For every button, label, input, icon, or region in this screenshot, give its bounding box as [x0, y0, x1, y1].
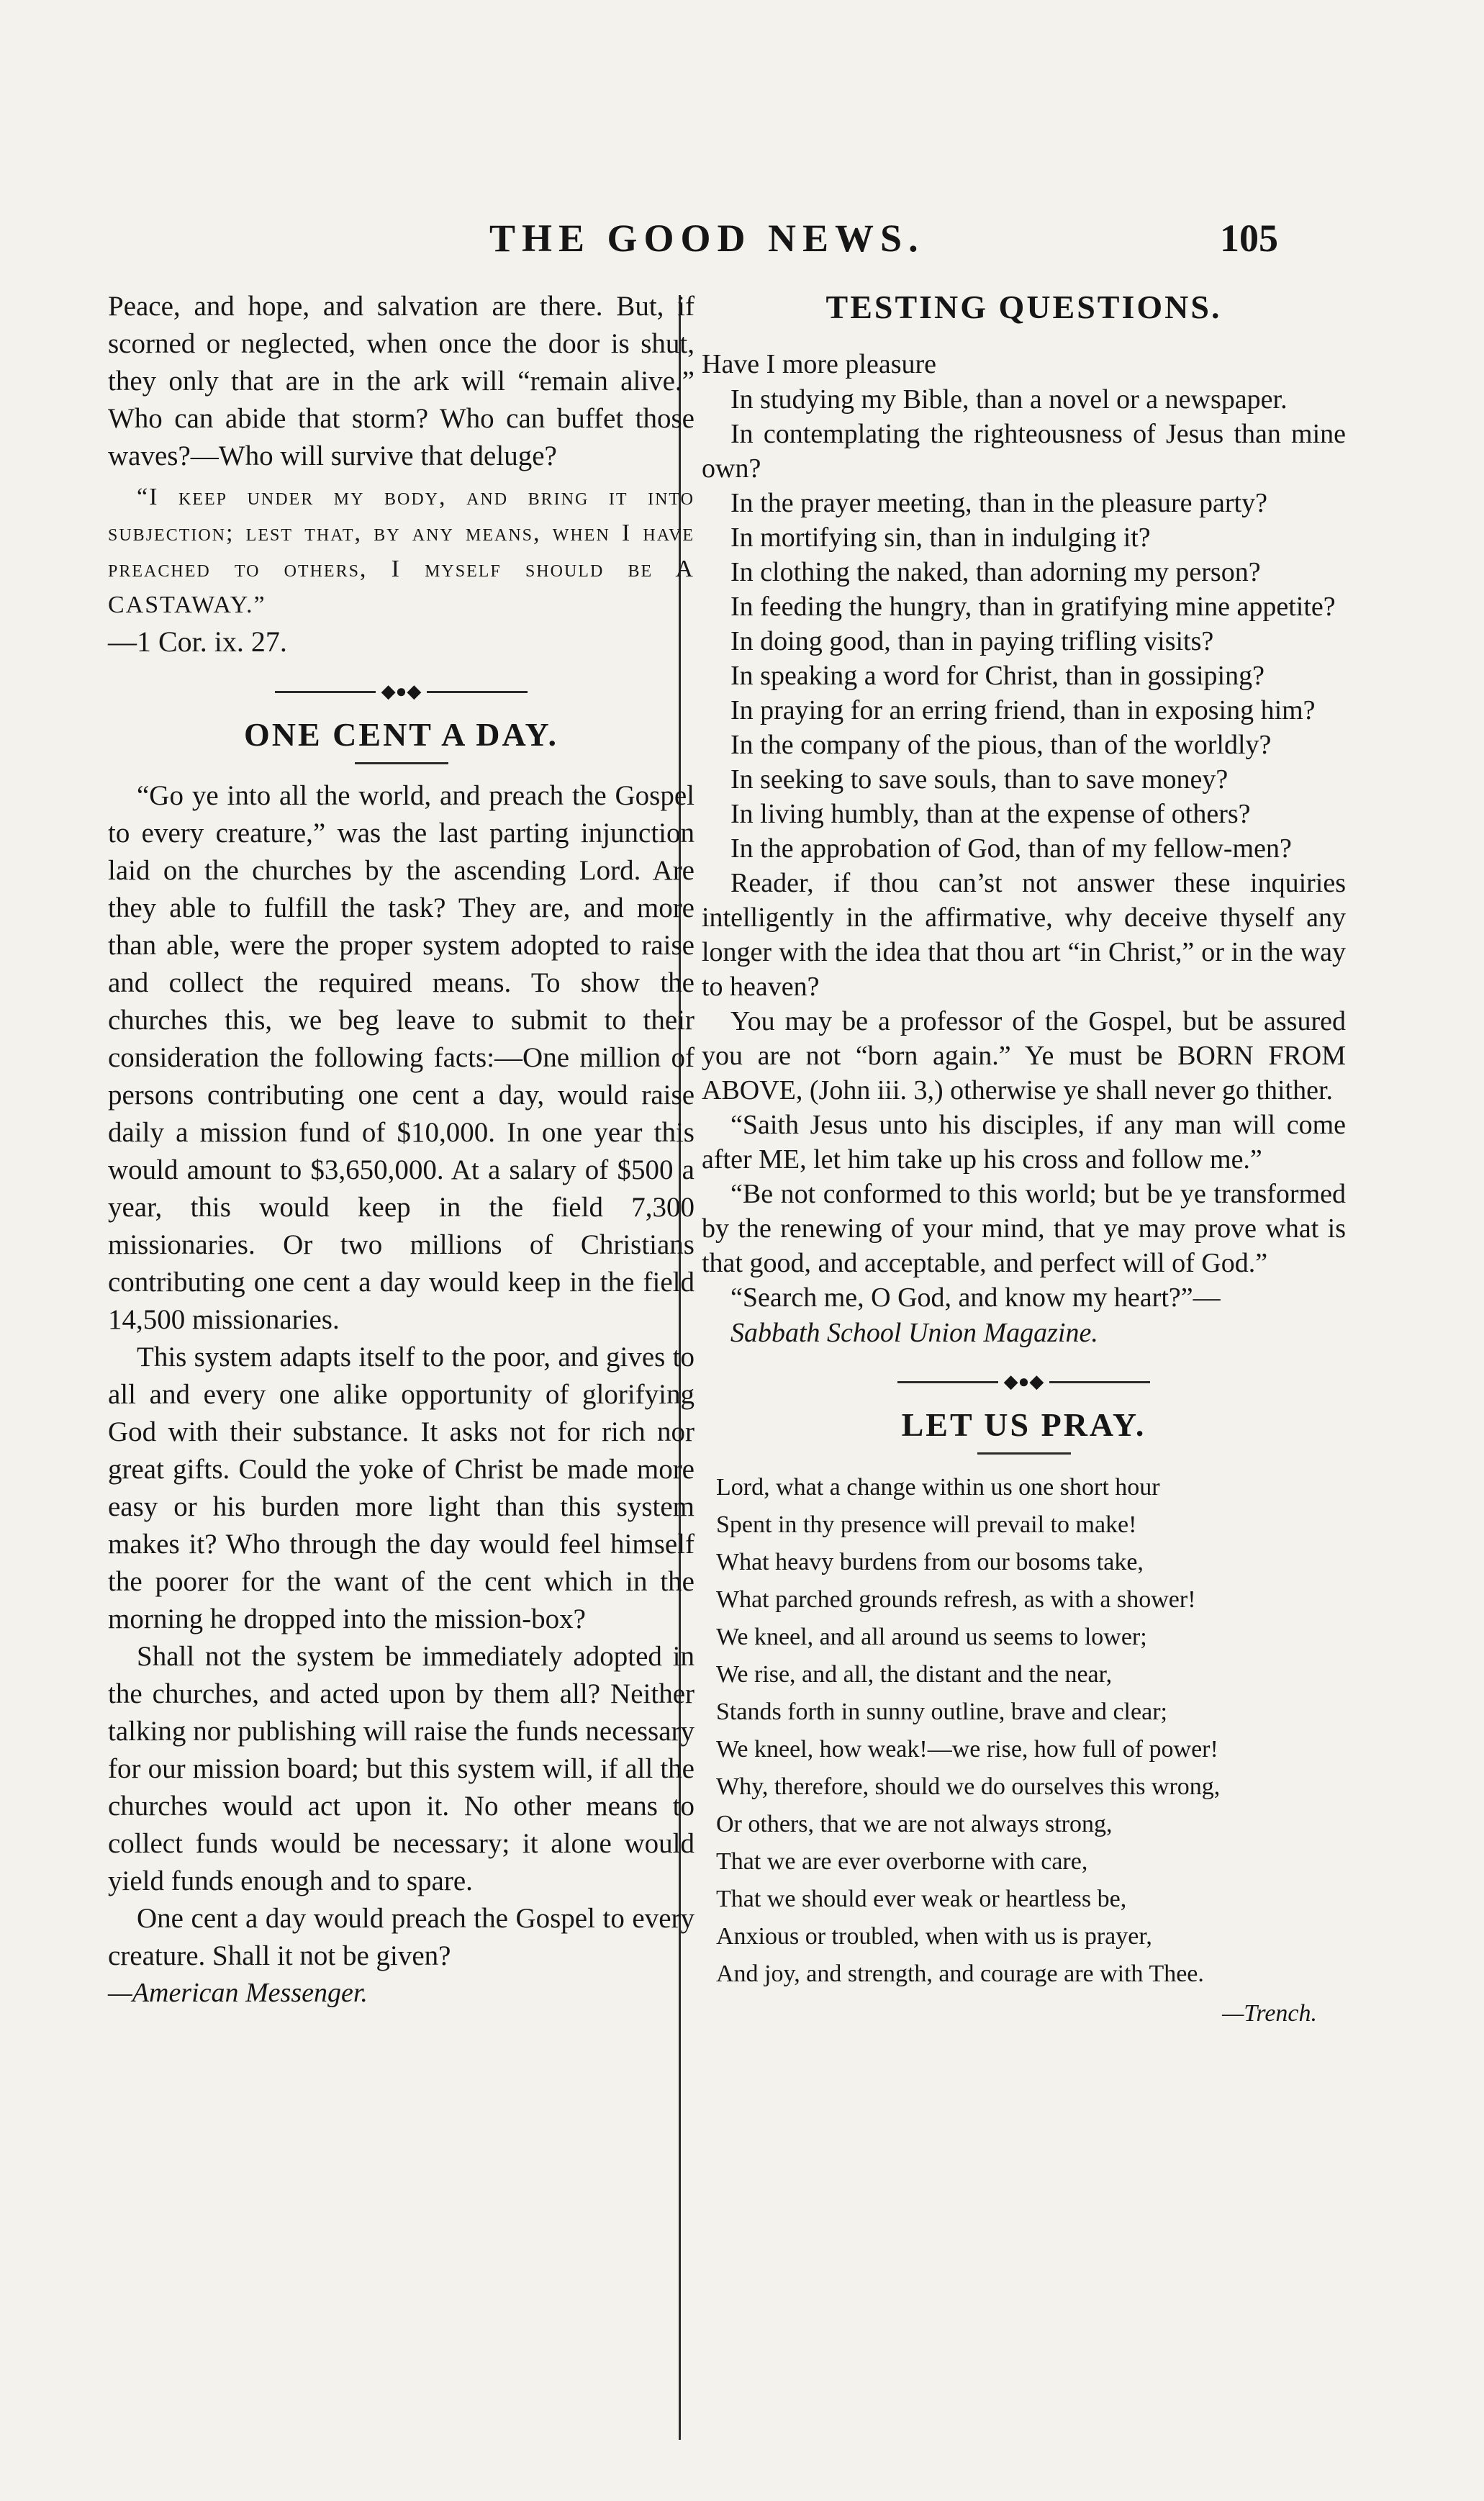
testing-paragraph: Reader, if thou can’st not answer these inquiries intelligently in the affirmative, why deceive thyself any longer with the idea that thou art “in Christ,” or in the way to heaven? [702, 868, 1346, 1002]
scripture-reference: —1 Cor. ix. 27. [108, 625, 287, 658]
running-title: THE GOOD NEWS. [489, 217, 925, 260]
article-credit: —American Messenger. [108, 1978, 368, 2008]
question-item: In contemplating the righteousness of Jesus than mine own? [702, 419, 1346, 484]
article-title: ONE CENT A DAY. [243, 716, 558, 753]
poem-title: LET US PRAY. [901, 1406, 1146, 1443]
testing-intro: Have I more pleasure [702, 349, 937, 379]
poem-line: Or others, that we are not always strong, [716, 1811, 1113, 1837]
question-item: In praying for an erring friend, than in exposing him? [730, 695, 1316, 725]
question-item: In speaking a word for Christ, than in gossiping? [730, 661, 1264, 691]
poem-line: Anxious or troubled, when with us is prayer, [716, 1923, 1152, 1950]
continuation-paragraph: Peace, and hope, and salvation are there. But, if scorned or neglected, when once the door is shut, they only that are in the ark will “remain alive.” Who can abide that storm? Who can buffet those waves?—Who will survive that deluge? [108, 291, 695, 471]
left-column [108, 288, 695, 2011]
question-list [702, 382, 1346, 866]
poem-line: Why, therefore, should we do ourselves this wrong, [716, 1773, 1221, 1800]
section-divider [108, 682, 695, 701]
testing-paragraph: “Saith Jesus unto his disciples, if any man will come after ME, let him take up his cross and follow me.” [702, 1110, 1346, 1175]
poem-lines [716, 1469, 1346, 1993]
poem-line: We kneel, and all around us seems to lower; [716, 1624, 1147, 1650]
ornament-icon: ◆●◆ [1003, 1371, 1044, 1392]
page-number: 105 [1220, 217, 1278, 260]
scripture-quote: “I keep under my body, and bring it into subjection; lest that, by any means, when I have preached to others, I myself should be A CASTAWAY.” [108, 484, 695, 618]
testing-title: TESTING QUESTIONS. [825, 289, 1222, 325]
poem-line: We rise, and all, the distant and the near, [716, 1661, 1113, 1688]
question-item: In the prayer meeting, than in the pleasure party? [730, 488, 1267, 518]
question-item: In doing good, than in paying trifling visits? [730, 626, 1214, 656]
question-item: In studying my Bible, than a novel or a newspaper. [730, 384, 1288, 415]
question-item: In the approbation of God, than of my fellow-men? [730, 833, 1292, 864]
poem-line: That we are ever overborne with care, [716, 1848, 1088, 1875]
article-paragraph: This system adapts itself to the poor, and gives to all and every one alike opportunity of glorifying God with their substance. It asks not for rich nor great gifts. Could the yoke of Christ be made more easy or his burden more light than this system makes it? Who through the day would feel himself the poorer for the want of the cent which in the morning he dropped into the mission-box? [108, 1342, 695, 1634]
poem-line: Lord, what a change within us one short hour [716, 1474, 1160, 1501]
poem-credit: —Trench. [1222, 2000, 1317, 2027]
title-rule [977, 1452, 1071, 1455]
page-header [0, 216, 1484, 281]
poem-line: What heavy burdens from our bosoms take, [716, 1549, 1144, 1575]
testing-paragraph: “Search me, O God, and know my heart?”— [730, 1283, 1221, 1313]
poem-line: Stands forth in sunny outline, brave and clear; [716, 1699, 1167, 1725]
testing-paragraph: You may be a professor of the Gospel, but be assured you are not “born again.” Ye must be BORN FROM ABOVE, (John iii. 3,) otherwise ye shall never go thither. [702, 1006, 1346, 1105]
article-paragraph: One cent a day would preach the Gospel to every creature. Shall it not be given? [108, 1903, 695, 1971]
testing-credit: Sabbath School Union Magazine. [730, 1318, 1098, 1348]
testing-paragraph: “Be not conformed to this world; but be ye transformed by the renewing of your mind, that ye may prove what is that good, and acceptable, and perfect will of God.” [702, 1179, 1346, 1278]
question-item: In mortifying sin, than in indulging it? [730, 523, 1151, 553]
section-divider [702, 1372, 1346, 1391]
ornament-icon: ◆●◆ [381, 681, 422, 702]
poem-line: That we should ever weak or heartless be, [716, 1886, 1127, 1912]
article-paragraph: Shall not the system be immediately adopted in the churches, and acted upon by them all? Neither talking nor publishing will raise the funds necessary for our mission board; but this system will, if all the churches would act upon it. No other means to collect funds would be necessary; it alone would yield funds enough and to spare. [108, 1641, 695, 1896]
poem-line: And joy, and strength, and courage are with Thee. [716, 1960, 1204, 1987]
poem-line: We kneel, how weak!—we rise, how full of power! [716, 1736, 1218, 1763]
question-item: In feeding the hungry, than in gratifying mine appetite? [730, 592, 1336, 622]
question-item: In living humbly, than at the expense of others? [730, 799, 1251, 829]
poem-line: What parched grounds refresh, as with a shower! [716, 1586, 1196, 1613]
article-paragraph: “Go ye into all the world, and preach the Gospel to every creature,” was the last parting injunction laid on the churches by the ascending Lord. Are they able to fulfill the task? They are, and more than able, were the proper system adopted to raise and collect the required means. To show the churches this, we beg leave to submit to their consideration the following facts:—One million of persons contributing one cent a day, would raise daily a mission fund of $10,000. In one year this would amount to $3,650,000. At a salary of $500 a year, this would keep in the field 7,300 missionaries. Or two millions of Christians contributing one cent a day would keep in the field 14,500 missionaries. [108, 780, 695, 1335]
poem-line: Spent in thy presence will prevail to make! [716, 1511, 1137, 1538]
question-item: In seeking to save souls, than to save money? [730, 764, 1229, 795]
question-item: In the company of the pious, than of the worldly? [730, 730, 1272, 760]
title-rule [355, 762, 448, 764]
question-item: In clothing the naked, than adorning my person? [730, 557, 1261, 587]
right-column [702, 288, 1346, 2027]
